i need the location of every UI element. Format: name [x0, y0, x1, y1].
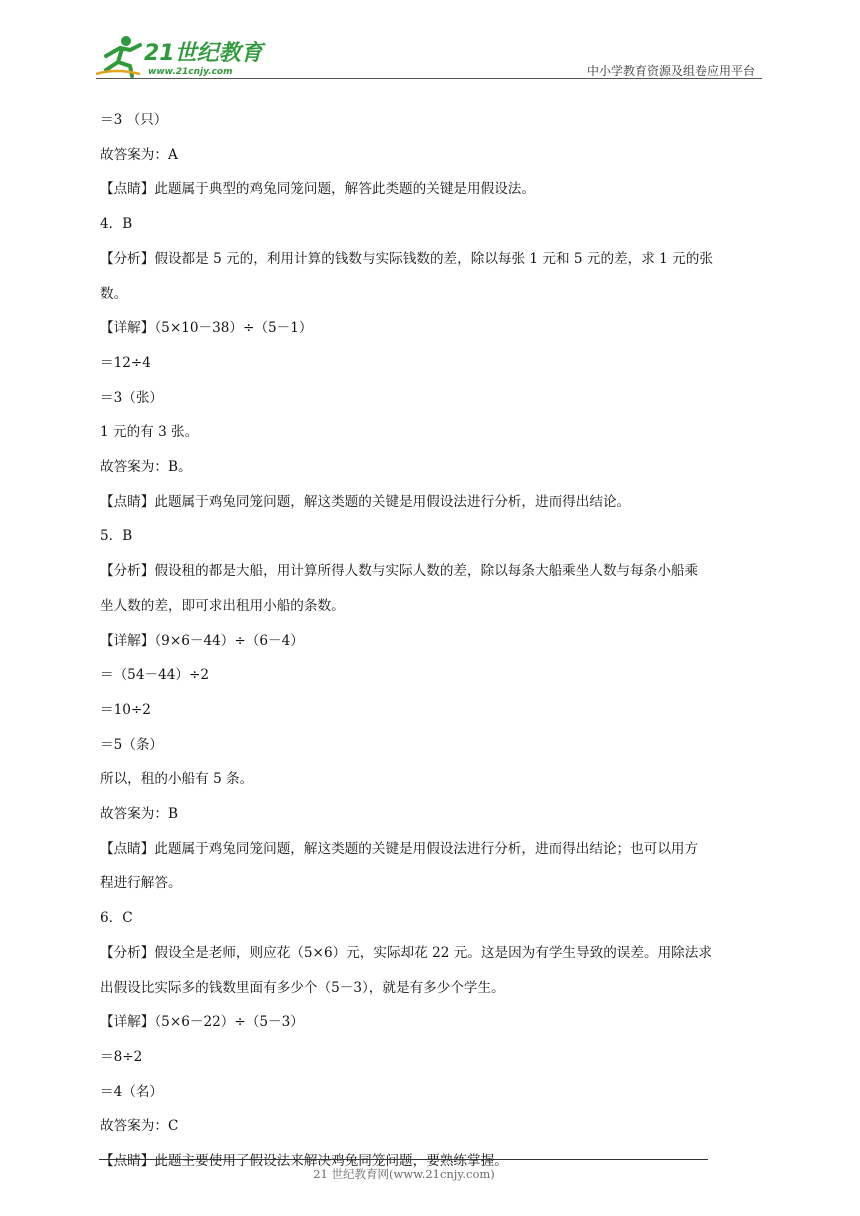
text-line: 故答案为：B — [100, 806, 178, 823]
header-divider — [96, 78, 762, 79]
text-line: ＝12÷4 — [100, 354, 151, 371]
logo-21cnjy-icon — [96, 34, 266, 80]
text-line: 故答案为：B。 — [100, 459, 192, 476]
text-line: ＝10÷2 — [100, 701, 151, 718]
text-line: 【点睛】此题属于鸡兔同笼问题，解这类题的关键是用假设法进行分析，进而得出结论；也可以用方 — [100, 840, 699, 857]
text-line: 1 元的有 3 张。 — [100, 424, 199, 441]
text-line: 【分析】假设租的都是大船，用计算所得人数与实际人数的差，除以每条大船乘坐人数与每条小船乘 — [100, 563, 699, 580]
text-line: ＝3（张） — [100, 389, 164, 406]
text-line: 坐人数的差，即可求出租用小船的条数。 — [100, 597, 345, 614]
text-line: 5．B — [100, 528, 133, 545]
footer-text: 21 世纪教育网(www.21cnjy.com) — [313, 1167, 495, 1181]
platform-name: 中小学教育资源及组卷应用平台 — [586, 64, 755, 78]
text-line: 【点睛】此题属于典型的鸡兔同笼问题，解答此类题的关键是用假设法。 — [100, 181, 535, 198]
text-line: 【详解】（5×6－22）÷（5－3） — [100, 1014, 304, 1031]
logo-text: 21世纪教育 — [144, 41, 263, 66]
text-line: 数。 — [100, 285, 128, 302]
text-line: 故答案为：C — [100, 1118, 179, 1135]
text-line: ＝3 （只） — [100, 112, 168, 128]
text-line: ＝5（条） — [100, 736, 164, 753]
text-line: 【点睛】此题属于鸡兔同笼问题，解这类题的关键是用假设法进行分析，进而得出结论。 — [100, 493, 631, 510]
text-line: 【分析】假设全是老师，则应花（5×6）元，实际却花 22 元。这是因为有学生导致的误差。用除法求 — [100, 944, 712, 961]
text-line: 所以，租的小船有 5 条。 — [100, 771, 254, 788]
text-line: 【详解】（5×10－38）÷（5－1） — [100, 320, 313, 337]
text-line: 6．C — [100, 910, 133, 927]
text-line: 【详解】（9×6－44）÷（6－4） — [100, 632, 304, 649]
text-line: 【点睛】此题主要使用了假设法来解决鸡兔同笼问题，要熟练掌握。 — [100, 1153, 508, 1170]
text-line: 出假设比实际多的钱数里面有多少个（5－3），就是有多少个学生。 — [100, 979, 505, 996]
text-line: 故答案为：A — [100, 146, 178, 163]
footer-divider — [99, 1159, 708, 1160]
text-line: ＝（54－44）÷2 — [100, 667, 210, 684]
page-header — [0, 0, 860, 80]
logo-subtext: www.21cnjy.com — [148, 67, 233, 77]
text-line: 4．B — [100, 216, 133, 233]
text-line: 【分析】假设都是 5 元的，利用计算的钱数与实际钱数的差，除以每张 1 元和 5 元的差，求 1 元的张 — [100, 250, 713, 267]
text-line: 程进行解答。 — [100, 875, 182, 892]
text-line: ＝4（名） — [100, 1083, 164, 1100]
text-line: ＝8÷2 — [100, 1048, 143, 1065]
answer-content — [100, 103, 768, 1179]
